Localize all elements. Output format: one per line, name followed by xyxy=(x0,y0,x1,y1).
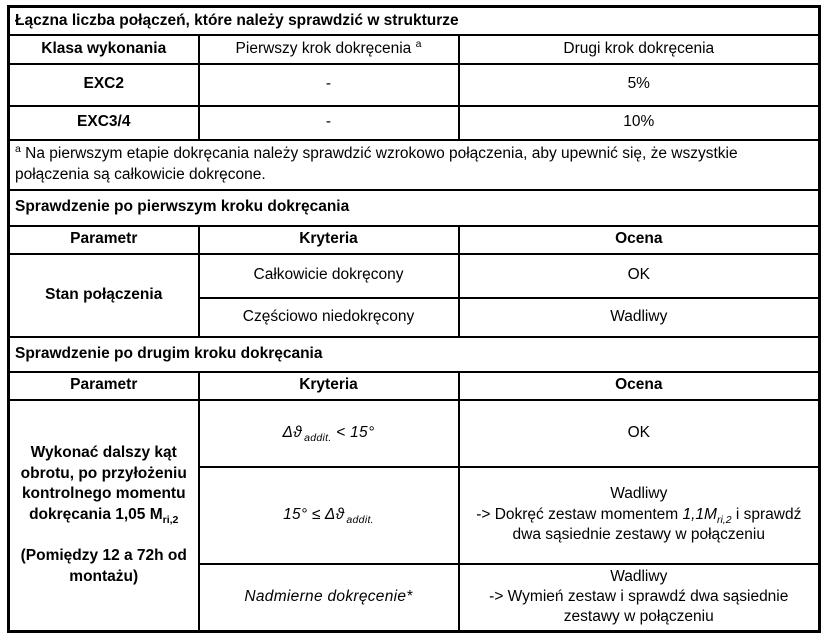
assessment3-status: Wadliwy xyxy=(610,567,668,585)
table-row xyxy=(9,140,820,190)
assessment2-action-post: i sprawdź dwa sąsiednie zestawy w połączeniu xyxy=(512,505,802,544)
section3-header-kryteria: Kryteria xyxy=(199,372,459,400)
section3-param-line2: (Pomiędzy 12 a 72h od montażu) xyxy=(20,547,187,585)
footnote-superscript: a xyxy=(15,142,21,155)
assessment2-moment-math: 1,1M xyxy=(682,505,717,523)
table-row xyxy=(9,226,820,254)
inspection-table xyxy=(7,5,821,633)
header-pierwszy-krok xyxy=(199,35,459,64)
section2-param-label: Stan połączenia xyxy=(9,254,199,337)
header-drugi-krok: Drugi krok dokręcenia xyxy=(459,35,820,64)
table-row xyxy=(9,35,820,64)
cell-exc2-second-step: 5% xyxy=(459,64,820,106)
cell-exc2-first-step: - xyxy=(199,64,459,106)
section2-title: Sprawdzenie po pierwszym kroku dokręcania xyxy=(9,190,820,226)
criteria1-addit-subscript: addit. xyxy=(304,431,332,444)
cell-exc34: EXC3/4 xyxy=(9,106,199,140)
section2-header-kryteria: Kryteria xyxy=(199,226,459,254)
cell-exc2: EXC2 xyxy=(9,64,199,106)
section3-criteria-1 xyxy=(199,400,459,467)
assessment1-status: OK xyxy=(627,423,650,441)
footnote-cell xyxy=(9,140,820,190)
section3-criteria-2 xyxy=(199,467,459,564)
criteria1-math xyxy=(282,423,375,444)
criteria1-limit: < 15° xyxy=(331,423,375,441)
criteria1-delta-theta: Δϑ xyxy=(282,423,303,441)
footnote-text: Na pierwszym etapie dokręcania należy sprawdzić wzrokowo połączenia, aby upewnić się, że wszystkie połączenia są całkowicie dokręcone. xyxy=(15,145,738,183)
table-row xyxy=(9,7,820,35)
section2-assessment-2: Wadliwy xyxy=(459,298,820,337)
moment-subscript: ri,2 xyxy=(162,513,179,526)
table-row xyxy=(9,254,820,298)
table-row xyxy=(9,64,820,106)
section1-title: Łączna liczba połączeń, które należy sprawdzić w strukturze xyxy=(9,7,820,35)
criteria2-inequality: 15° ≤ Δϑ xyxy=(283,505,345,523)
section3-header-ocena: Ocena xyxy=(459,372,820,400)
section3-header-parametr: Parametr xyxy=(9,372,199,400)
section3-param-cell xyxy=(9,400,199,632)
section3-param-line1-text: Wykonać dalszy kąt obrotu, po przyłożeniu kontrolnego momentu dokręcania 1,05 M xyxy=(20,444,187,523)
cell-exc34-second-step: 10% xyxy=(459,106,820,140)
assessment3-action: -> Wymień zestaw i sprawdź dwa sąsiednie zestawy w połączeniu xyxy=(489,588,789,626)
section2-header-parametr: Parametr xyxy=(9,226,199,254)
assessment2-moment-subscript: ri,2 xyxy=(716,513,732,526)
assessment2-action xyxy=(466,505,813,546)
table-row xyxy=(9,337,820,372)
cell-exc34-first-step: - xyxy=(199,106,459,140)
table-row xyxy=(9,400,820,467)
table-row xyxy=(9,106,820,140)
criteria3-overtightening: Nadmierne dokręcenie* xyxy=(244,588,413,606)
section2-criteria-1: Całkowicie dokręcony xyxy=(199,254,459,298)
blank-line xyxy=(16,525,192,546)
criteria2-math xyxy=(283,505,374,526)
header-klasa-wykonania: Klasa wykonania xyxy=(9,35,199,64)
section2-assessment-1: OK xyxy=(459,254,820,298)
section2-header-ocena: Ocena xyxy=(459,226,820,254)
criteria2-addit-subscript: addit. xyxy=(346,513,374,526)
header-pierwszy-krok-text: Pierwszy krok dokręcenia xyxy=(235,39,416,57)
section3-assessment-3 xyxy=(459,564,820,632)
table-row xyxy=(9,372,820,400)
assessment2-status: Wadliwy xyxy=(610,485,668,503)
section2-criteria-2: Częściowo niedokręcony xyxy=(199,298,459,337)
assessment2-action-pre: -> Dokręć zestaw momentem xyxy=(476,505,683,523)
section3-assessment-2 xyxy=(459,467,820,564)
section3-assessment-1 xyxy=(459,400,820,467)
section3-criteria-3 xyxy=(199,564,459,632)
footnote-marker-superscript: a xyxy=(415,37,422,50)
table-row xyxy=(9,190,820,226)
section3-title: Sprawdzenie po drugim kroku dokręcania xyxy=(9,337,820,372)
assessment2-moment-value xyxy=(682,505,732,526)
section3-param-line1 xyxy=(16,443,192,525)
